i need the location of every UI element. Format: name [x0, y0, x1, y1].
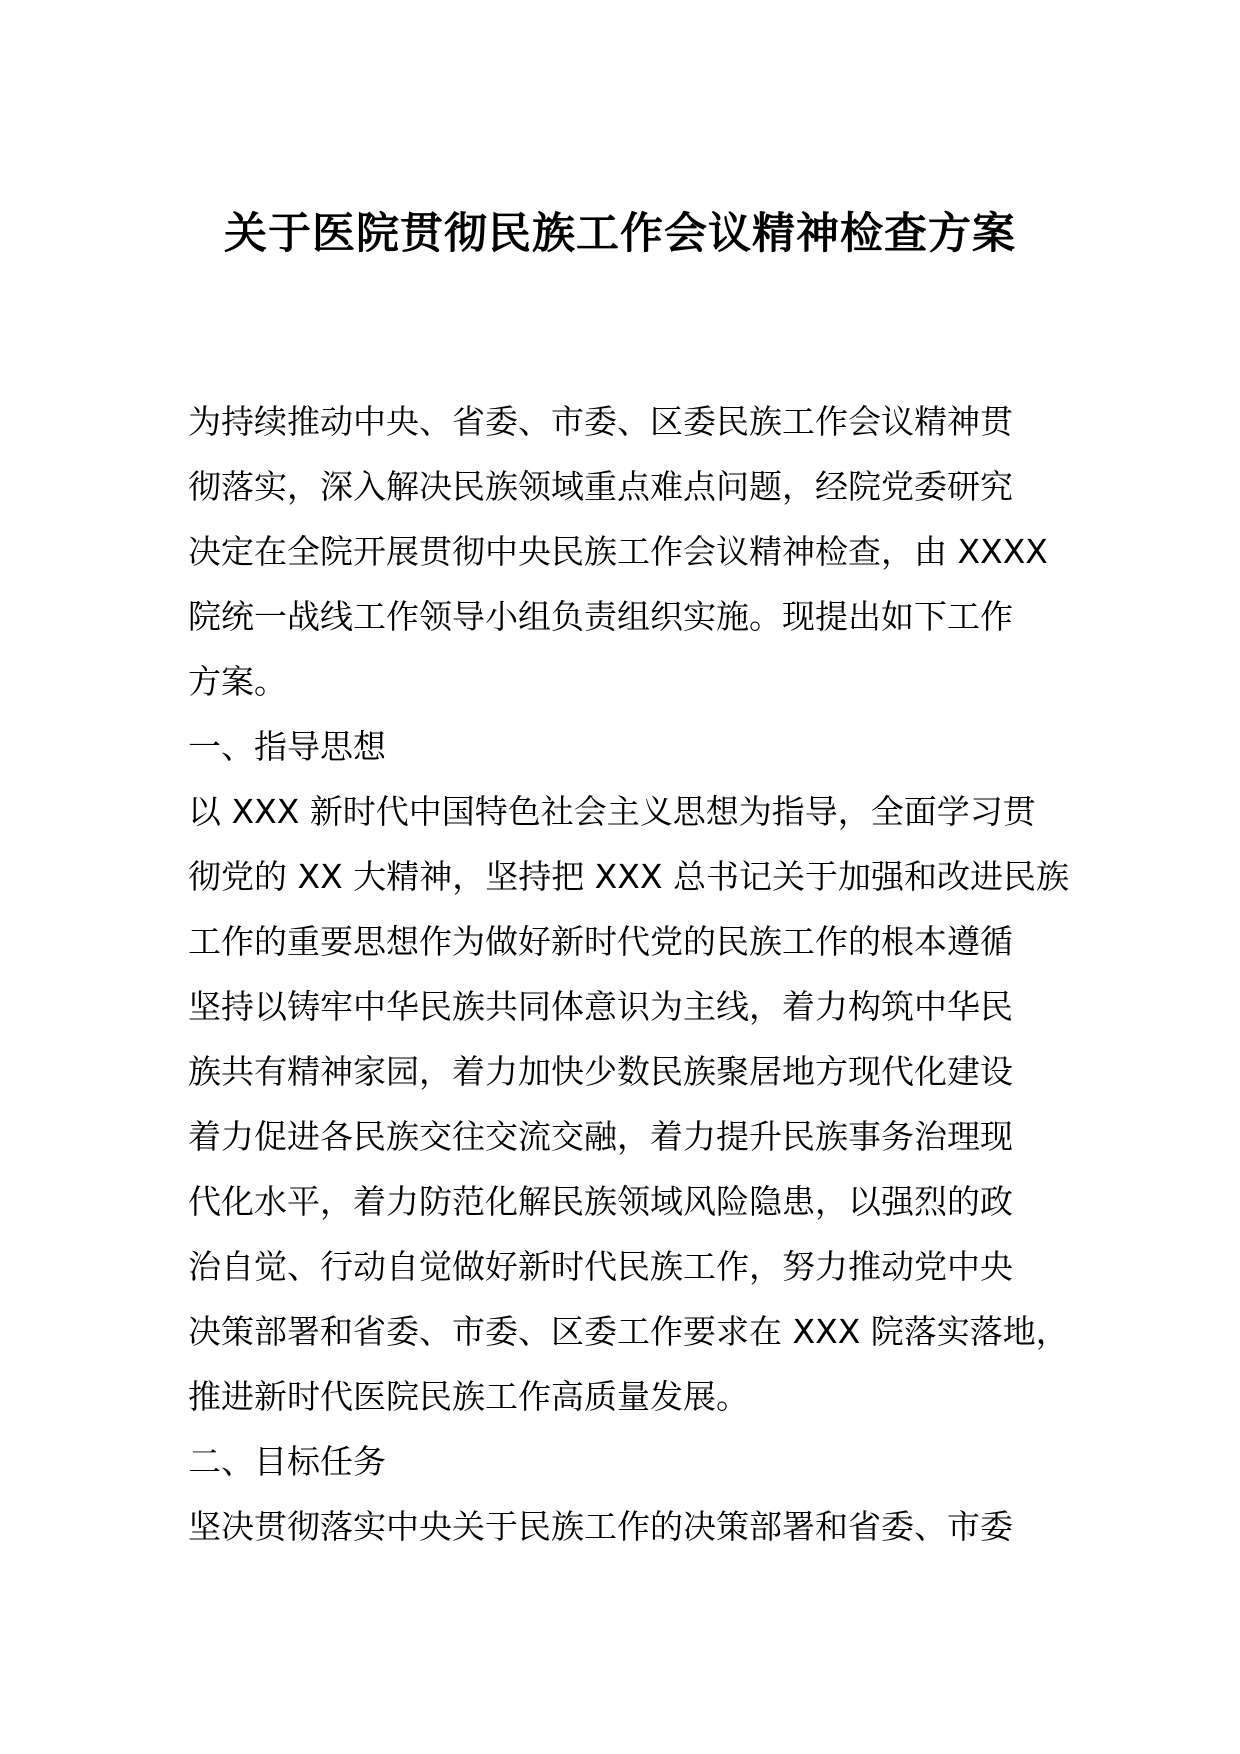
- document-body: [188, 389, 1088, 1559]
- section-heading-target-tasks: 二、目标任务: [188, 1442, 386, 1481]
- text-line-intro: 方案。: [188, 662, 287, 701]
- text-line-intro: 为持续推动中央、省委、市委、区委民族工作会议精神贯: [188, 402, 1013, 441]
- text-line-intro: 彻落实，深入解决民族领域重点难点问题，经院党委研究: [188, 467, 1013, 506]
- text-line-intro: 决定在全院开展贯彻中央民族工作会议精神检查，由 XXXX: [188, 532, 1048, 571]
- text-line-guiding-ideology: 决策部署和省委、市委、区委工作要求在 XXX 院落实落地，: [188, 1312, 1069, 1351]
- text-line-guiding-ideology: 族共有精神家园，着力加快少数民族聚居地方现代化建设: [188, 1052, 1013, 1091]
- text-line-guiding-ideology: 以 XXX 新时代中国特色社会主义思想为指导，全面学习贯: [188, 792, 1036, 831]
- text-line-intro: 院统一战线工作领导小组负责组织实施。现提出如下工作: [188, 597, 1013, 636]
- text-line-guiding-ideology: 坚持以铸牢中华民族共同体意识为主线，着力构筑中华民: [188, 987, 1013, 1026]
- text-line-guiding-ideology: 工作的重要思想作为做好新时代党的民族工作的根本遵循: [188, 922, 1013, 961]
- text-line-guiding-ideology: 彻党的 XX 大精神，坚持把 XXX 总书记关于加强和改进民族: [188, 857, 1069, 896]
- text-line-guiding-ideology: 推进新时代医院民族工作高质量发展。: [188, 1377, 749, 1416]
- text-line-guiding-ideology: 代化水平，着力防范化解民族领域风险隐患，以强烈的政: [188, 1182, 1013, 1221]
- document-title: 关于医院贯彻民族工作会议精神检查方案: [224, 209, 1016, 259]
- section-heading-guiding-ideology: 一、指导思想: [188, 727, 386, 766]
- text-line-guiding-ideology: 着力促进各民族交往交流交融，着力提升民族事务治理现: [188, 1117, 1013, 1156]
- text-line-guiding-ideology: 治自觉、行动自觉做好新时代民族工作，努力推动党中央: [188, 1247, 1013, 1286]
- text-line-target-tasks: 坚决贯彻落实中央关于民族工作的决策部署和省委、市委: [188, 1507, 1013, 1546]
